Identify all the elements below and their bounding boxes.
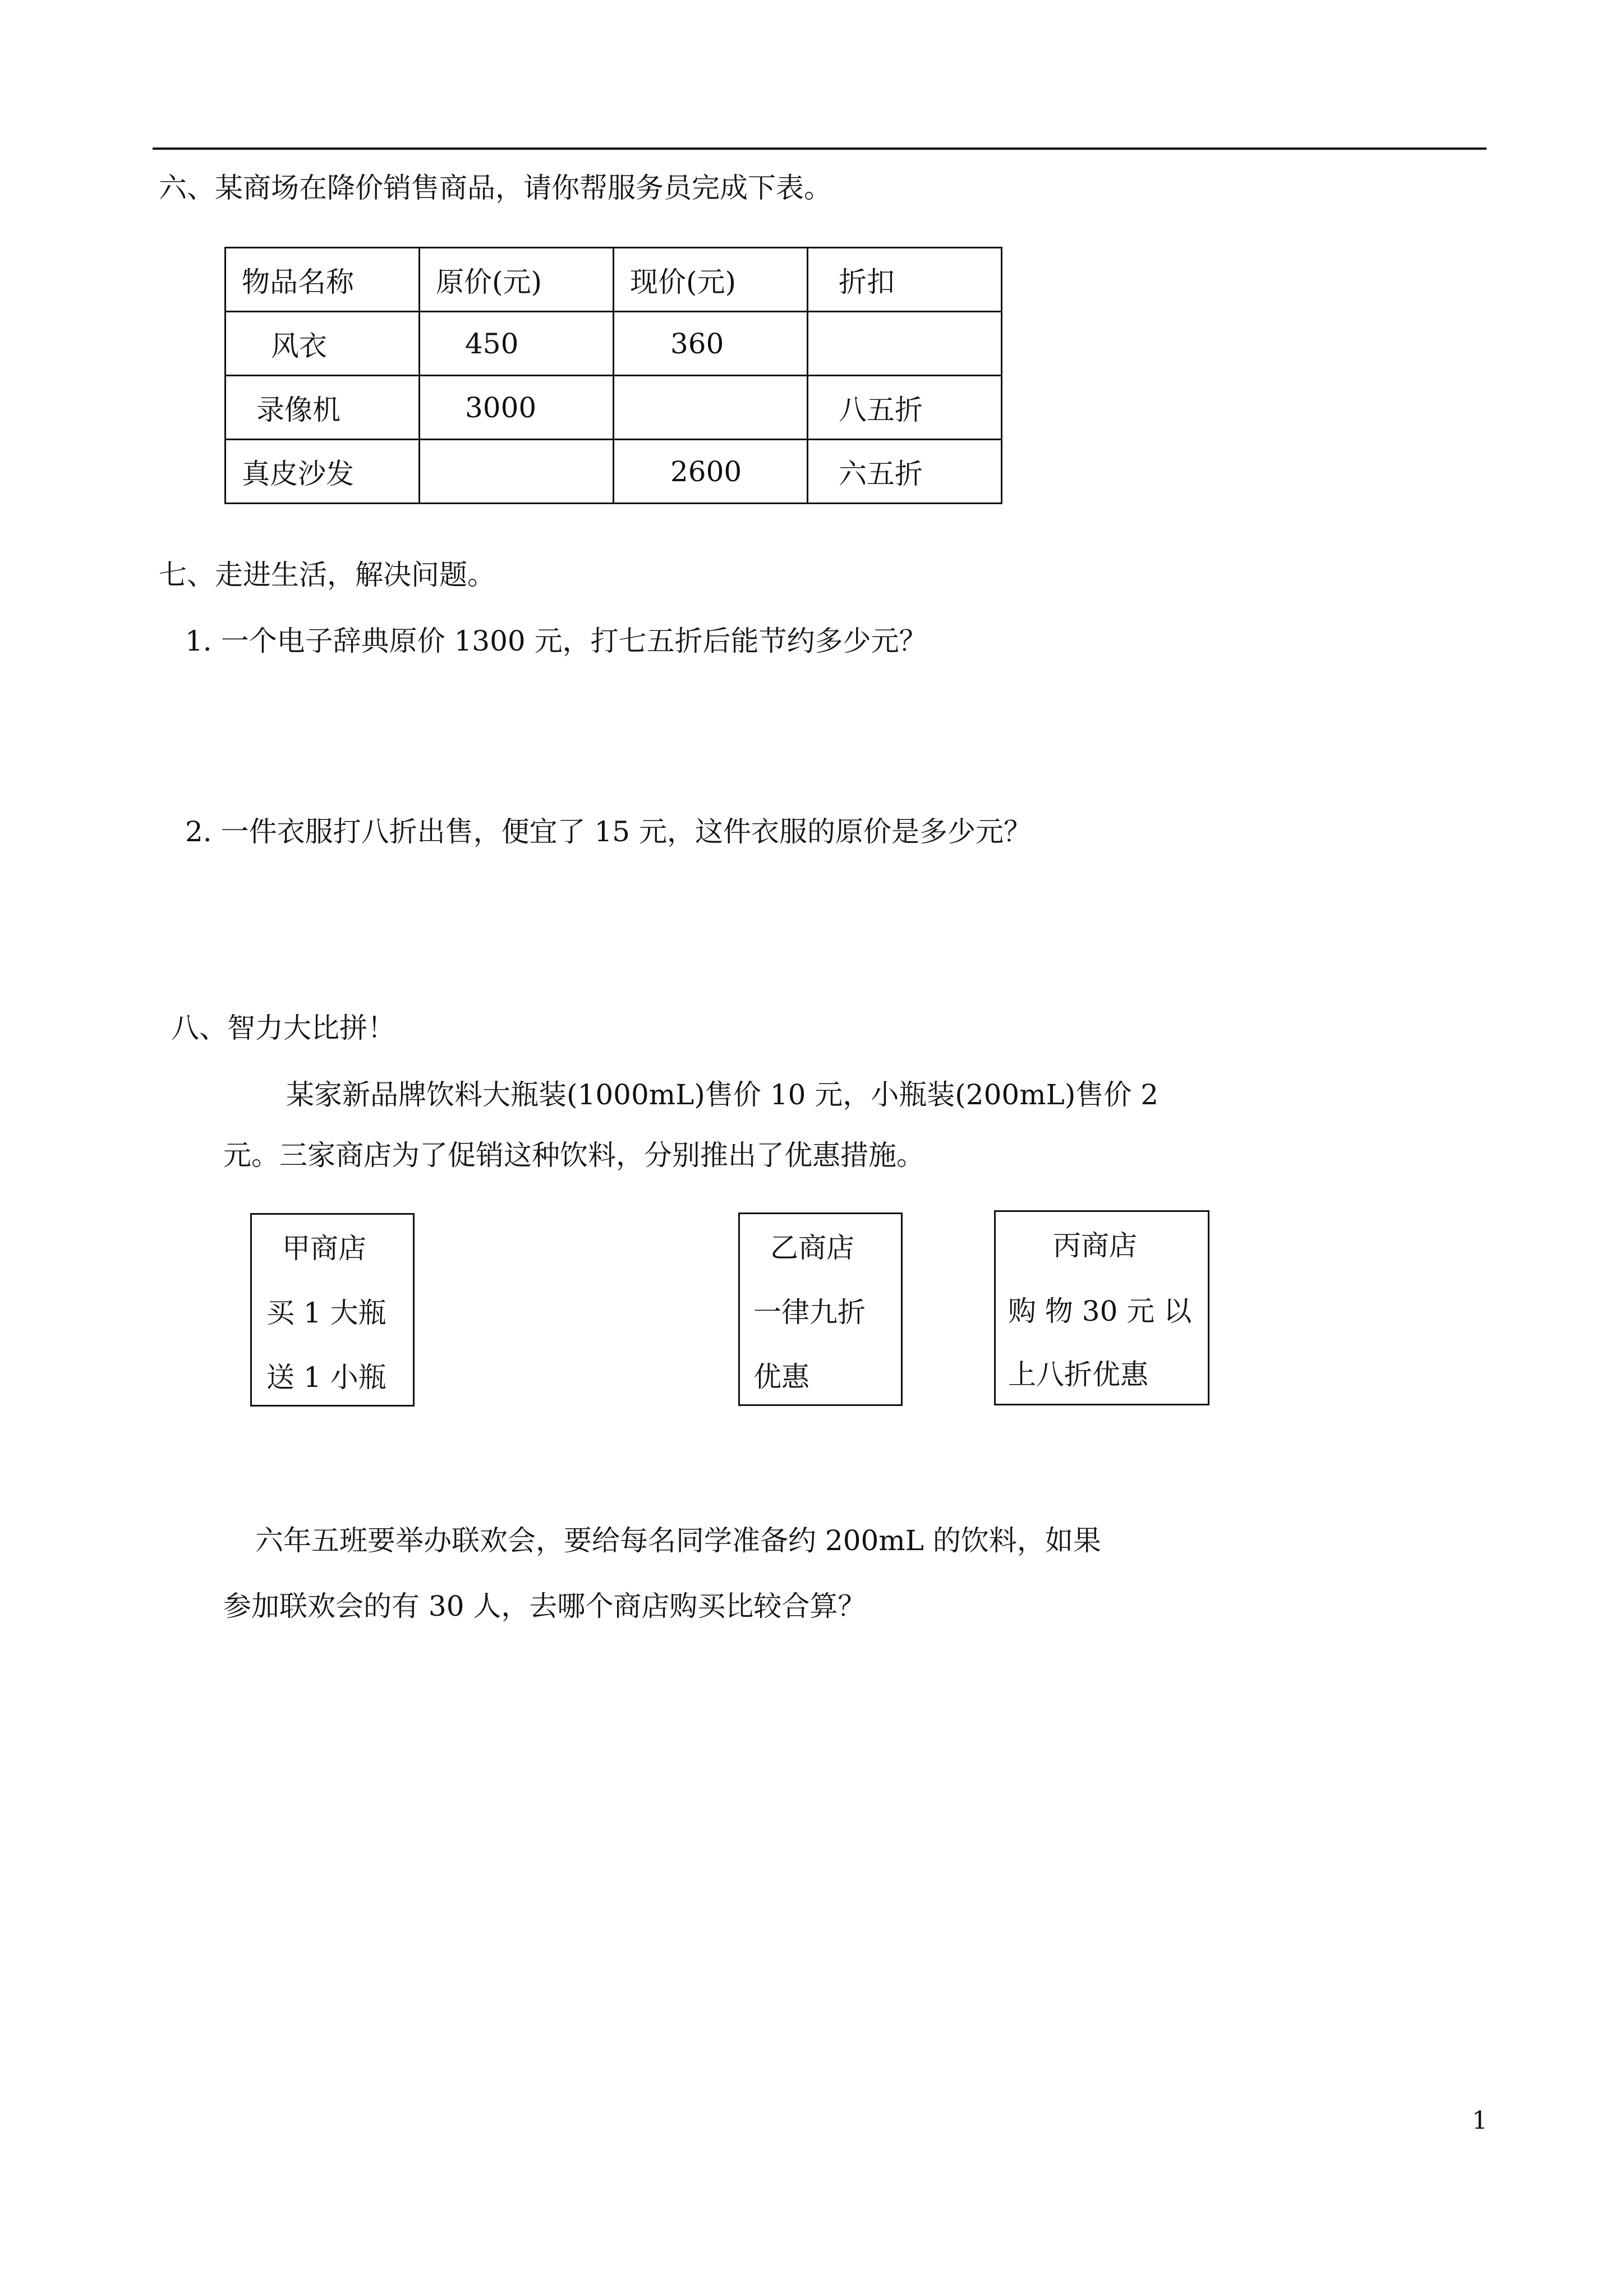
table-cell: 八五折 (808, 376, 1002, 440)
shop-offer-line1: 买 1 大瓶 (266, 1297, 387, 1329)
shop-offer-line1: 一律九折 (753, 1296, 866, 1329)
table-cell: 六五折 (808, 440, 1002, 504)
section7-title: 七、走进生活，解决问题。 (159, 559, 495, 591)
header-cell: 现价(元) (614, 248, 808, 312)
shop-offer-line2: 优惠 (753, 1361, 809, 1393)
shop-box-yi (738, 1212, 903, 1406)
final-question-line1: 六年五班要举办联欢会，要给每名同学准备约 200mL 的饮料，如果 (255, 1524, 1101, 1557)
table-cell: 真皮沙发 (226, 440, 420, 504)
shop-offer-line2: 送 1 小瓶 (266, 1361, 387, 1394)
problem-paragraph-line1: 某家新品牌饮料大瓶装(1000mL)售价 10 元，小瓶装(200mL)售价 2 (286, 1078, 1159, 1111)
table-cell: 风衣 (226, 312, 420, 376)
page-number: 1 (1472, 2106, 1488, 2135)
header-cell: 折扣 (808, 248, 1002, 312)
table-cell (420, 440, 614, 504)
section8-title: 八、智力大比拼！ (171, 1012, 395, 1044)
final-question-line2: 参加联欢会的有 30 人，去哪个商店购买比较合算？ (223, 1590, 866, 1622)
question-2: 2. 一件衣服打八折出售，便宜了 15 元，这件衣服的原价是多少元？ (185, 815, 1032, 848)
table-header-row (226, 248, 1002, 312)
table-cell: 360 (614, 312, 808, 376)
table-row (226, 440, 1002, 504)
table-cell: 3000 (420, 376, 614, 440)
table-row (226, 376, 1002, 440)
section6-title: 六、某商场在降价销售商品，请你帮服务员完成下表。 (159, 172, 832, 204)
table-cell: 录像机 (226, 376, 420, 440)
shop-name: 丙商店 (1053, 1229, 1137, 1262)
table-cell (614, 376, 808, 440)
header-cell: 物品名称 (226, 248, 420, 312)
shop-box-bing (994, 1210, 1209, 1405)
shop-box-jia (250, 1213, 415, 1407)
shop-offer-line1: 购 物 30 元 以 (1008, 1295, 1192, 1327)
header-rule (153, 147, 1487, 150)
question-1: 1. 一个电子辞典原价 1300 元，打七五折后能节约多少元？ (185, 625, 927, 657)
price-table (224, 247, 1002, 504)
table-cell: 450 (420, 312, 614, 376)
shop-offer-line2: 上八折优惠 (1008, 1358, 1148, 1391)
problem-paragraph-line2: 元。三家商店为了促销这种饮料，分别推出了优惠措施。 (223, 1139, 924, 1172)
header-cell: 原价(元) (420, 248, 614, 312)
shop-name: 甲商店 (282, 1232, 366, 1265)
table-cell (808, 312, 1002, 376)
table-row (226, 312, 1002, 376)
table-cell: 2600 (614, 440, 808, 504)
shop-name: 乙商店 (770, 1232, 854, 1264)
